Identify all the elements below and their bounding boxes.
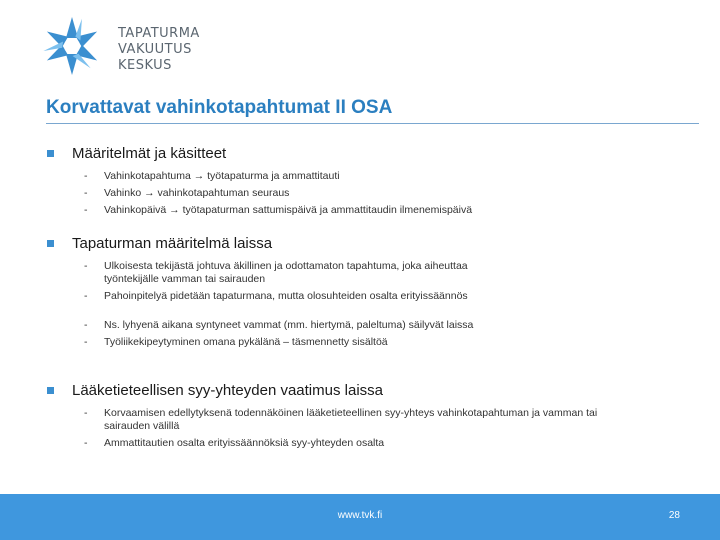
section-heading: Määritelmät ja käsitteet <box>46 145 566 162</box>
dash-bullet-icon: - <box>84 290 88 302</box>
footer-bar <box>0 494 720 540</box>
list-item: - Työliikekipeytyminen omana pykälänä – täsmennetty sisältöä <box>84 336 388 348</box>
list-item: - Vahinko → vahinkotapahtuman seuraus <box>84 187 290 199</box>
dash-bullet-icon: - <box>84 336 88 348</box>
dash-bullet-icon: - <box>84 260 88 272</box>
dash-bullet-icon: - <box>84 187 88 199</box>
section-heading: Lääketieteellisen syy-yhteyden vaatimus laissa <box>46 382 566 399</box>
section-heading: Tapaturman määritelmä laissa <box>46 235 566 252</box>
slide-title: Korvattavat vahinkotapahtumat II OSA <box>46 97 393 118</box>
star-logo-icon <box>36 14 108 78</box>
square-bullet-icon <box>47 150 54 157</box>
logo-line: KESKUS <box>118 58 172 73</box>
square-bullet-icon <box>47 387 54 394</box>
square-bullet-icon <box>47 240 54 247</box>
logo <box>36 14 226 78</box>
logo-wordmark <box>118 26 200 74</box>
section-accident-definition <box>46 235 566 349</box>
dash-bullet-icon: - <box>84 319 88 331</box>
dash-bullet-icon: - <box>84 437 88 449</box>
list-item: - Vahinkopäivä → työtapaturman sattumispäivä ja ammattitaudin ilmenemispäivä <box>84 204 473 216</box>
title-divider <box>46 123 699 124</box>
logo-line: VAKUUTUS <box>118 42 192 57</box>
list-item: - Ammattitautien osalta erityissäännöksiä syy-yhteyden osalta <box>84 437 385 449</box>
section-causality <box>46 382 598 450</box>
list-item: - Ns. lyhyenä aikana syntyneet vammat (mm. hiertymä, paleltuma) säilyvät laissa <box>84 319 474 331</box>
list-item: - Vahinkotapahtuma → työtapaturma ja ammattitauti <box>84 170 340 182</box>
logo-line: TAPATURMA <box>118 26 200 41</box>
dash-bullet-icon: - <box>84 170 88 182</box>
section-definitions <box>46 145 566 217</box>
list-item: - Pahoinpitelyä pidetään tapaturmana, mutta olosuhteiden osalta erityissäännös <box>84 290 468 302</box>
list-item: - Korvaamisen edellytyksenä todennäköinen lääketieteellinen syy-yhteys vahinkotapahtuman ja vamman tai sairauden välillä <box>84 407 598 432</box>
footer-url: www.tvk.fi <box>337 510 383 521</box>
dash-bullet-icon: - <box>84 407 88 419</box>
dash-bullet-icon: - <box>84 204 88 216</box>
page-number: 28 <box>668 510 680 521</box>
list-item: - Ulkoisesta tekijästä johtuva äkillinen ja odottamaton tapahtuma, joka aiheuttaa työntekijälle vamman tai sairauden <box>84 260 468 285</box>
